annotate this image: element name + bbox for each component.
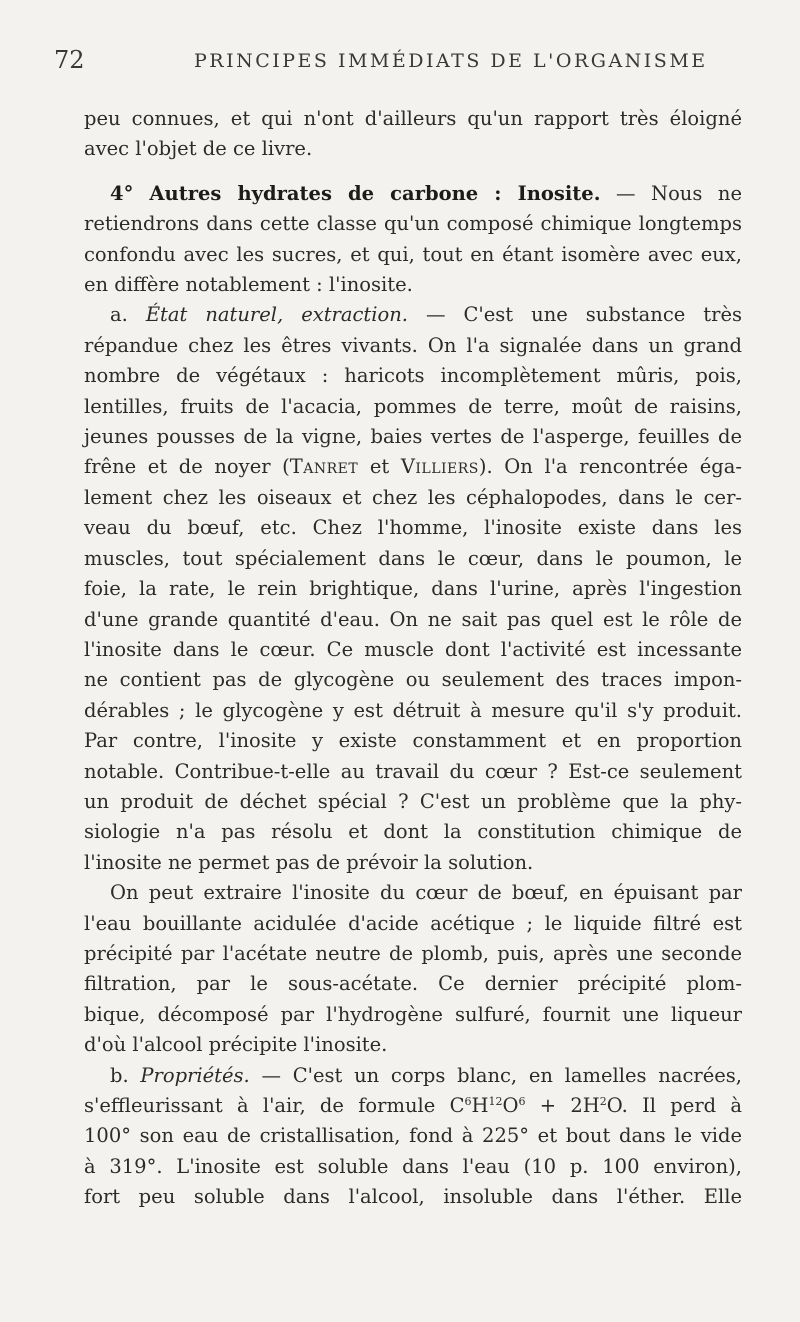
text-line: peu connues, et qui n'ont d'ailleurs qu'un rapport très éloigné: [84, 107, 742, 130]
text-line: bique, décomposé par l'hydrogène sulfuré, fournit une liqueur: [84, 1002, 742, 1026]
subsection-title: Propriétés.: [140, 1063, 250, 1087]
text-line: foie, la rate, le rein brightique, dans l'urine, après l'ingestion: [84, 577, 742, 601]
text-line: filtration, par le sous-acétate. Ce dernier précipité plom-: [84, 972, 742, 996]
text-line: jeunes pousses de la vigne, baies vertes de l'asperge, feuilles de: [84, 425, 742, 449]
paragraph: [84, 300, 742, 878]
page-number: 72: [54, 46, 85, 74]
paragraph: [84, 179, 742, 301]
text-line: retiendrons dans cette classe qu'un composé chimique longtemps: [84, 212, 742, 236]
text-line: notable. Contribue-t-elle au travail du cœur ? Est-ce seulement: [84, 759, 742, 783]
author-name: Villiers: [400, 455, 479, 479]
formula-superscript: 2: [599, 1095, 607, 1108]
text-line: On peut extraire l'inosite du cœur de bœuf, en épuisant par: [110, 881, 742, 905]
body-text: [84, 104, 742, 1213]
subsection-title: État naturel, extraction.: [145, 303, 409, 327]
text-span: — Nous ne: [600, 181, 742, 205]
text-line: fort peu soluble dans l'alcool, insoluble dans l'éther. Elle: [84, 1185, 742, 1209]
text-line: l'inosite ne permet pas de prévoir la solution.: [84, 850, 534, 874]
text-line: un produit de déchet spécial ? C'est un problème que la phy-: [84, 789, 742, 813]
text-line: avec l'objet de ce livre.: [84, 137, 313, 161]
text-line: confondu avec les sucres, et qui, tout en étant isomère avec eux,: [84, 242, 742, 266]
text-line: ne contient pas de glycogène ou seulement des traces impon-: [84, 668, 742, 692]
text-line: l'eau bouillante acidulée d'acide acétique ; le liquide filtré est: [84, 911, 742, 935]
formula-superscript: 6: [464, 1095, 472, 1108]
text-line: veau du bœuf, etc. Chez l'homme, l'inosite existe dans les: [84, 516, 742, 540]
text-line: précipité par l'acétate neutre de plomb, puis, après une seconde: [84, 941, 742, 965]
text-line: l'inosite dans le cœur. Ce muscle dont l'activité est incessante: [84, 637, 742, 661]
paragraph: [84, 1061, 742, 1213]
text-line: à 319°. L'inosite est soluble dans l'eau (10 p. 100 environ),: [84, 1154, 742, 1178]
running-head: PRINCIPES IMMÉDIATS DE L'ORGANISME: [194, 50, 708, 72]
author-name: Tanret: [289, 455, 359, 479]
text-span: — C'est une substance très: [408, 303, 742, 327]
formula-superscript: 12: [488, 1095, 503, 1108]
formula-element: + 2H: [525, 1094, 600, 1117]
text-line: dérables ; le glycogène y est détruit à mesure qu'il s'y produit.: [84, 698, 742, 722]
text-span: ). On l'a rencontrée éga-: [478, 455, 742, 479]
formula-element: O: [502, 1094, 519, 1117]
formula-line: [84, 1091, 742, 1121]
formula-element: H: [471, 1094, 489, 1117]
text-span: s'effleurissant à l'air, de formule C: [84, 1094, 465, 1117]
text-line: [84, 300, 742, 330]
text-line: d'une grande quantité d'eau. On ne sait pas quel est le rôle de: [84, 607, 742, 631]
text-line: [84, 452, 742, 482]
text-line: [84, 179, 742, 209]
section-heading: 4° Autres hydrates de carbone : Inosite.: [110, 181, 601, 205]
paragraph: [84, 104, 742, 165]
page-header: [54, 46, 754, 76]
text-line: siologie n'a pas résolu et dont la constitution chimique de: [84, 820, 742, 844]
text-line: [84, 1061, 742, 1091]
list-label: b.: [110, 1063, 141, 1087]
text-line: 100° son eau de cristallisation, fond à 225° et bout dans le vide: [84, 1124, 742, 1148]
list-label: a.: [110, 303, 146, 327]
text-line: répandue chez les êtres vivants. On l'a signalée dans un grand: [84, 333, 742, 357]
text-line: en diffère notablement : l'inosite.: [84, 273, 413, 297]
text-span: — C'est un corps blanc, en lamelles nacrées,: [249, 1063, 742, 1087]
text-span: et: [358, 455, 401, 479]
text-line: Par contre, l'inosite y existe constamment et en proportion: [84, 729, 742, 753]
text-line: lentilles, fruits de l'acacia, pommes de terre, moût de raisins,: [84, 394, 742, 418]
formula-superscript: 6: [518, 1095, 526, 1108]
text-line: muscles, tout spécialement dans le cœur, dans le poumon, le: [84, 546, 742, 570]
text-line: d'où l'alcool précipite l'inosite.: [84, 1033, 388, 1057]
text-line: nombre de végétaux : haricots incomplètement mûris, pois,: [84, 364, 742, 388]
text-line: lement chez les oiseaux et chez les céphalopodes, dans le cer-: [84, 485, 742, 509]
text-span: O. Il perd à: [606, 1094, 743, 1117]
paragraph: [84, 878, 742, 1060]
text-span: frêne et de noyer (: [84, 455, 290, 479]
